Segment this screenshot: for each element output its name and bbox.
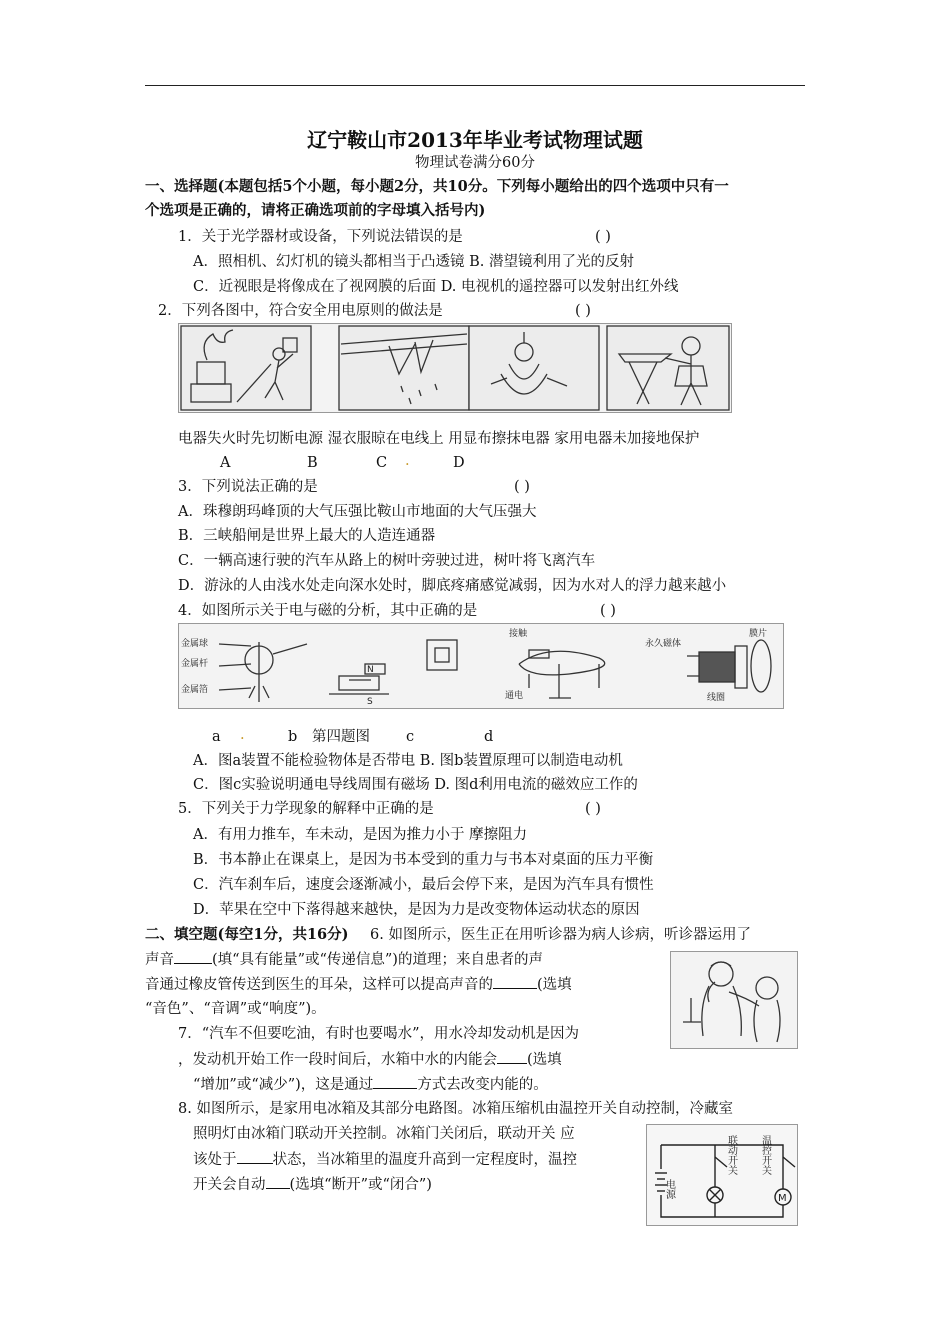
q8-blank-2[interactable] (266, 1174, 290, 1189)
q4-stem: 4．如图所示关于电与磁的分析，其中正确的是 (178, 603, 478, 619)
q4-label-energized: 通电 (505, 691, 524, 701)
q4-sublabel-b: b (288, 729, 298, 745)
q4-label-metal-rod: 金属杆 (181, 659, 209, 669)
q1-bracket: ( ) (595, 229, 611, 245)
q4-sublabel-c: c (406, 729, 415, 745)
q7-blank-1[interactable] (497, 1049, 527, 1064)
q5-option-b: B．书本静止在课桌上，是因为书本受到的重力与书本对桌面的压力平衡 (193, 852, 654, 868)
page-title: 辽宁鞍山市2013年毕业考试物理试题 (307, 128, 643, 152)
q3-stem: 3．下列说法正确的是 (178, 479, 318, 495)
q4-label-permanent-magnet: 永久磁体 (645, 639, 682, 649)
q2-figure-strip (178, 323, 732, 413)
q3-option-c: C．一辆高速行驶的汽车从路上的树叶旁驶过进，树叶将飞离汽车 (178, 553, 596, 569)
q6-line2-end: (填“具有能量”或“传递信息”)的道理；来自患者的声 (212, 952, 543, 968)
q7-blank-2[interactable] (373, 1074, 417, 1089)
q6-blank-2[interactable] (493, 974, 537, 989)
q2-bracket: ( ) (575, 303, 591, 319)
q2-label-a: A (220, 455, 231, 471)
q8-line4-end: (选填“断开”或“闭合”) (289, 1177, 432, 1193)
q6-blank-1[interactable] (174, 949, 212, 964)
q4-label-metal-foil: 金属箔 (181, 685, 209, 695)
q6-stethoscope-figure (670, 951, 798, 1049)
q5-option-a: A．有用力推车，车未动，是因为推力小于 摩擦阻力 (193, 827, 528, 843)
q8-line4-start: 开关会自动 (193, 1177, 266, 1193)
q4-sublabel-d: d (484, 729, 494, 745)
section2-heading: 二、填空题(每空1分，共16分) (145, 926, 349, 943)
q8-label-temp-switch: 温控开关 (759, 1135, 771, 1175)
q5-option-d: D．苹果在空中下落得越来越快，是因为力是改变物体运动状态的原因 (193, 902, 640, 918)
q8-line1: 8. 如图所示，是家用电冰箱及其部分电路图。冰箱压缩机由温控开关自动控制，冷藏室 (178, 1101, 733, 1117)
top-rule (145, 85, 805, 86)
q4-label-metal-ball: 金属球 (181, 639, 209, 649)
q4-label-diaphragm: 膜片 (749, 629, 768, 639)
q4-label-n: N (367, 665, 374, 675)
q2-label-c: C (376, 455, 388, 471)
q1-stem: 1．关于光学器材或设备，下列说法错误的是 (178, 229, 463, 245)
q8-line2: 照明灯由冰箱门联动开关控制。冰箱门关闭后，联动开关 应 (193, 1126, 575, 1142)
q2-captions: 电器失火时先切断电源 湿衣服晾在电线上 用显布擦抹电器 家用电器未加接地保护 (178, 431, 700, 447)
q2-label-d: D (453, 455, 465, 471)
q5-option-c: C．汽车刹车后，速度会逐渐减小，最后会停下来，是因为汽车具有惯性 (193, 877, 654, 893)
q4-label-s: S (367, 697, 373, 707)
q8-blank-1[interactable] (237, 1149, 273, 1164)
section1-heading-line1: 一、选择题(本题包括5个小题，每小题2分，共10分。下列每小题给出的四个选项中只有一 (145, 178, 729, 195)
q8-line3-start: 该处于 (193, 1152, 237, 1168)
q1-options-ab: A．照相机、幻灯机的镜头都相当于凸透镜 B. 潜望镜利用了光的反射 (193, 254, 634, 270)
q8-label-power: 电源 (663, 1179, 675, 1199)
q6-line2-start: 声音 (145, 952, 174, 968)
section1-heading-line2: 个选项是正确的，请将正确选项前的字母填入括号内) (145, 202, 486, 219)
page-subtitle: 物理试卷满分60分 (415, 155, 535, 171)
q1-options-cd: C．近视眼是将像成在了视网膜的后面 D. 电视机的遥控器可以发射出红外线 (193, 279, 679, 295)
q4-options-ab: A．图a装置不能检验物体是否带电 B. 图b装置原理可以制造电动机 (193, 753, 623, 769)
q3-option-b: B．三峡船闸是世界上最大的人造连通器 (178, 528, 436, 544)
q8-label-motor: M (778, 1193, 787, 1204)
q4-sublabel-a: a (212, 729, 221, 745)
q6-line3-start: 音通过橡皮管传送到医生的耳朵，这样可以提高声音的 (145, 977, 493, 993)
q4-figure-caption: 第四题图 (312, 729, 370, 745)
q8-label-door-switch: 联动开关 (725, 1135, 737, 1175)
ink-dot: . (240, 727, 245, 743)
ink-dot: . (405, 453, 410, 469)
q5-stem: 5．下列关于力学现象的解释中正确的是 (178, 801, 434, 817)
q3-bracket: ( ) (514, 479, 530, 495)
q8-circuit-figure (646, 1124, 798, 1226)
q4-label-coil: 线圈 (707, 693, 726, 703)
q4-label-contact: 接触 (509, 629, 528, 639)
q7-line3-end: 方式去改变内能的。 (417, 1077, 548, 1093)
q7-line3-start: “增加”或“减少”)，这是通过 (193, 1077, 374, 1093)
q5-bracket: ( ) (585, 801, 601, 817)
q2-stem: 2．下列各图中，符合安全用电原则的做法是 (158, 303, 443, 319)
q4-options-cd: C．图c实验说明通电导线周围有磁场 D. 图d利用电流的磁效应工作的 (193, 777, 638, 793)
q6-line3-end: (选填 (537, 977, 572, 993)
q3-option-a: A．珠穆朗玛峰顶的大气压强比鞍山市地面的大气压强大 (178, 504, 537, 520)
q7-line2-start: ，发动机开始工作一段时间后，水箱中水的内能会 (178, 1052, 497, 1068)
q7-line2-end: (选填 (527, 1052, 562, 1068)
q6-intro: 6. 如图所示，医生正在用听诊器为病人诊病，听诊器运用了 (370, 927, 751, 943)
q6-line4: “音色”、“音调”或“响度”)。 (145, 1001, 326, 1017)
q4-figure-strip (178, 623, 784, 709)
q2-label-b: B (307, 455, 318, 471)
q8-line3-end: 状态，当冰箱里的温度升高到一定程度时，温控 (272, 1152, 577, 1168)
q4-bracket: ( ) (600, 603, 616, 619)
q3-option-d: D．游泳的人由浅水处走向深水处时，脚底疼痛感觉减弱，因为水对人的浮力越来越小 (178, 578, 727, 594)
q7-line1: 7．“汽车不但要吃油，有时也要喝水”，用水冷却发动机是因为 (178, 1026, 580, 1042)
